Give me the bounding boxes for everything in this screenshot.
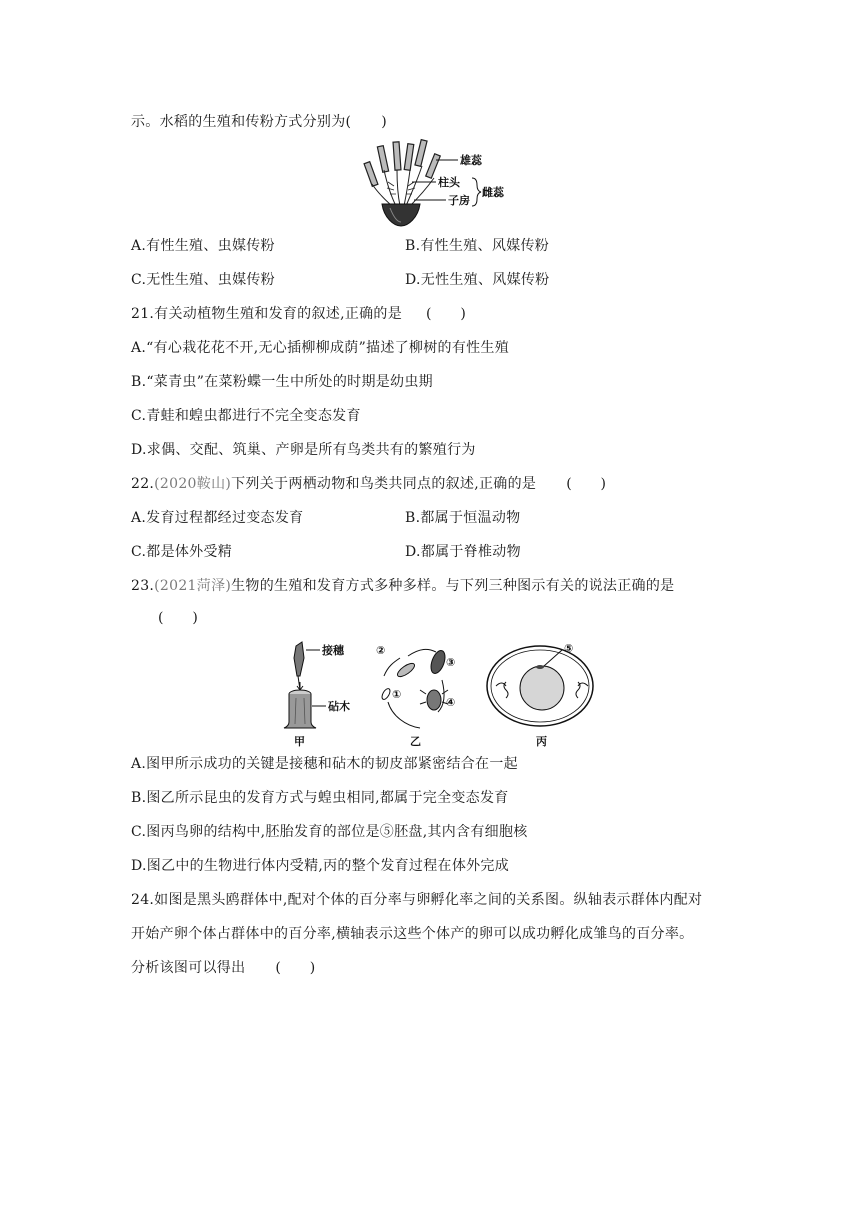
- q23-option-d: D.图乙中的生物进行体内受精,丙的整个发育过程在体外完成: [131, 858, 510, 874]
- q22-option-d: D.都属于脊椎动物: [405, 544, 521, 560]
- stage-3-label: ③: [446, 656, 456, 669]
- q20-option-d: D.无性生殖、风媒传粉: [405, 272, 550, 288]
- q20-option-b: B.有性生殖、风媒传粉: [405, 238, 550, 254]
- grafting-diagram: [284, 642, 350, 748]
- q23-option-b: B.图乙所示昆虫的发育方式与蝗虫相同,都属于完全变态发育: [131, 790, 509, 806]
- egg-part-5-label: ⑤: [564, 642, 574, 655]
- q21-stem: 21.有关动植物生殖和发育的叙述,正确的是 ( ): [131, 306, 467, 322]
- label-yi: 乙: [410, 735, 421, 748]
- stock-label: 砧木: [328, 700, 350, 713]
- label-bing: 丙: [536, 735, 547, 748]
- scion-label: 接穗: [322, 644, 344, 657]
- q22-stem: 22.(2020鞍山)下列关于两栖动物和鸟类共同点的叙述,正确的是 ( ): [131, 476, 607, 492]
- stage-2-label: ②: [376, 644, 386, 657]
- q24-stem: 分析该图可以得出 ( ): [131, 960, 316, 976]
- bird-egg-diagram: [487, 642, 593, 748]
- q24-line-1: 24.如图是黑头鸥群体中,配对个体的百分率与卵孵化率之间的关系图。纵轴表示群体内配对: [131, 892, 703, 908]
- q23-stem: 23.(2021菏泽)生物的生殖和发育方式多种多样。与下列三种图示有关的说法正确的是: [131, 578, 675, 594]
- q22-option-c: C.都是体外受精: [131, 544, 233, 560]
- label-pistil: 雌蕊: [482, 186, 504, 199]
- q24-line-2: 开始产卵个体占群体中的百分率,横轴表示这些个体产的卵可以成功孵化成雏鸟的百分率。: [131, 926, 694, 942]
- development-figures: [270, 636, 600, 748]
- label-ovary: 子房: [448, 194, 470, 207]
- q22-option-b: B.都属于恒温动物: [405, 510, 521, 526]
- q22-option-a: A.发育过程都经过变态发育: [131, 510, 304, 526]
- label-stamen: 雄蕊: [460, 154, 482, 167]
- stage-4-label: ④: [446, 696, 456, 709]
- label-jia: 甲: [294, 735, 305, 748]
- label-stigma: 柱头: [438, 176, 460, 189]
- q20-stem: 示。水稻的生殖和传粉方式分别为( ): [131, 114, 388, 130]
- q23-paren: ( ): [158, 610, 199, 626]
- q23-option-c: C.图丙鸟卵的结构中,胚胎发育的部位是⑤胚盘,其内含有细胞核: [131, 824, 528, 840]
- rice-flower-figure: [350, 138, 520, 230]
- q21-option-b: B.“菜青虫”在菜粉蝶一生中所处的时期是幼虫期: [131, 374, 433, 390]
- q23-source: (2021菏泽): [154, 578, 232, 594]
- stage-1-label: ①: [392, 688, 402, 701]
- q21-option-d: D.求偶、交配、筑巢、产卵是所有鸟类共有的繁殖行为: [131, 442, 476, 458]
- q21-option-c: C.青蛙和蝗虫都进行不完全变态发育: [131, 408, 361, 424]
- q22-source: (2020鞍山): [154, 476, 232, 492]
- q20-option-c: C.无性生殖、虫媒传粉: [131, 272, 275, 288]
- q23-option-a: A.图甲所示成功的关键是接穗和砧木的韧皮部紧密结合在一起: [131, 756, 518, 772]
- insect-life-cycle: [376, 644, 455, 748]
- q21-option-a: A.“有心栽花花不开,无心插柳柳成荫”描述了柳树的有性生殖: [131, 340, 510, 356]
- q20-option-a: A.有性生殖、虫媒传粉: [131, 238, 275, 254]
